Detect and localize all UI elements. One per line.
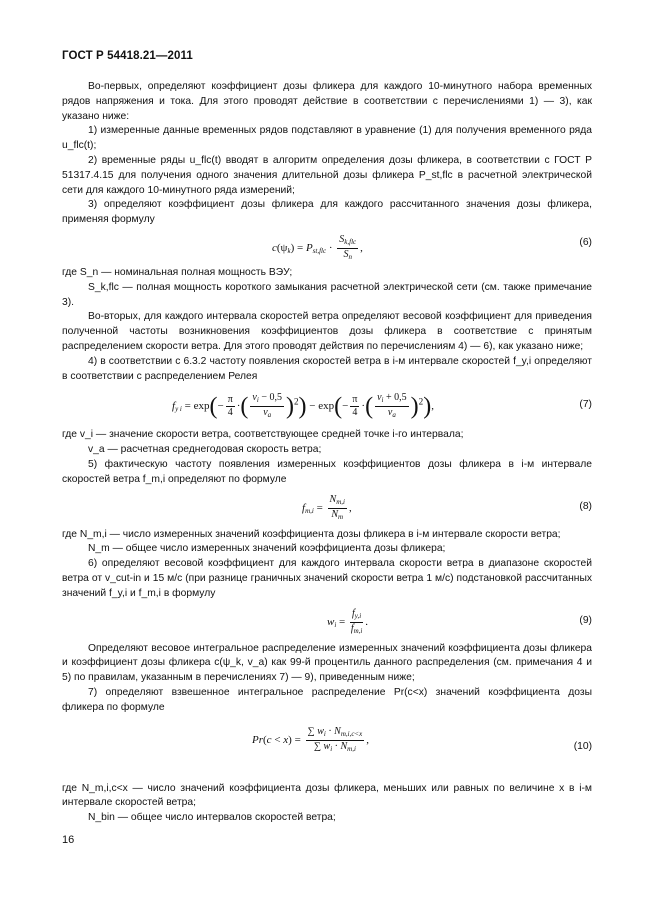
document-body [62, 80, 592, 826]
document-header: ГОСТ Р 54418.21—2011 [62, 50, 193, 62]
where-clause: v_a — расчетная среднегодовая скорость ветра; [88, 444, 322, 456]
paragraph: 6) определяют весовой коэффициент для каждого интервала скорости ветра в диапазоне скоростей ветра от v_cut-in и 15 м/с (при разнице граничных значений скорости ветра 1 м/с) подстановкой рассчитанных значений f_y,i и f_m,i в формулу [62, 558, 592, 599]
paragraph: 7) определяют взвешенное интегральное распределение Pr(c<x) значений коэффициента дозы фликера по формуле [62, 686, 592, 713]
where-clause: где N_m,i — число измеренных значений коэффициента дозы фликера в i-м интервале скорости ветра; [62, 528, 561, 540]
paragraph: 4) в соответствии с 6.3.2 частоту появления скоростей ветра в i-м интервале скоростей f_y,i определяют в соответствии с распределением Релея [62, 355, 592, 382]
where-clause: где S_n — номинальная полная мощность ВЭУ; [62, 266, 293, 278]
equation-number: (6) [579, 236, 592, 248]
paragraph: Определяют весовое интегральное распределение измеренных значений коэффициента дозы фликера и коэффициент дозы фликера c(ψ_k, v_a) как 99-й процентиль данного распределения (см. примечания 4 и 5) по правилам, указанным в перечислениях 7) — 9), приведенным ниже; [62, 642, 592, 684]
paragraph: Во-вторых, для каждого интервала скоростей ветра определяют весовой коэффициент для приведения полученной частоты возникновения коэффициентов дозы фликера в соответствие с принятым распределением скорости ветра. Для этого проводят действия по перечислениям 4) — 6), как указано ниже; [62, 311, 592, 352]
where-clause: N_bin — общее число интервалов скоростей ветра; [88, 812, 336, 824]
paragraph: 2) временные ряды u_flc(t) вводят в алгоритм определения дозы фликера, в соответствии с ГОСТ Р 51317.4.15 для получения одного значения длительной дозы фликера P_st,flc в расчетной электрической сети для каждого 10-минутного ряда измерений; [62, 154, 592, 196]
paragraph: 5) фактическую частоту появления измеренных коэффициентов дозы фликера в i-м интервале скоростей ветра f_m,i определяют по формуле [62, 458, 592, 485]
where-clause: где v_i — значение скорости ветра, соответствующее средней точке i-го интервала; [62, 429, 464, 441]
equation-6: $c(\psi_k) = P_{st,flc}$ · $\frac{S_{k,flc}}{S_n}$ , (6) [272, 233, 592, 261]
equation-number: (9) [579, 614, 592, 626]
paragraph: 1) измеренные данные временных рядов подставляют в уравнение (1) для получения временного ряда u_flc(t); [62, 125, 592, 152]
equation-7: $f_{y i} = \exp(-$ $\frac{\pi}{4}$ ·( $\frac{v_i - 0,5}{v_a}$ )$^2$) − exp(− $\frac{\pi}{4}$ ·( $\frac{v_i + 0,5}{v_a}$ )$^2$), (7) [172, 392, 592, 420]
where-clause: N_m — общее число измеренных значений коэффициента дозы фликера; [88, 543, 446, 555]
equation-number: (8) [579, 500, 592, 512]
where-clause: S_k,flc — полная мощность короткого замыкания расчетной электрической сети (см. также примечание 3). [62, 281, 592, 308]
paragraph: Во-первых, определяют коэффициент дозы фликера для каждого 10-минутного набора временных рядов напряжения и тока. Для этого проводят действие в соответствии с перечислениями 1) — 3), как указано ниже: [62, 81, 592, 122]
paragraph: 3) определяют коэффициент дозы фликера для каждого рассчитанного значения дозы фликера, применяя формулу [62, 199, 592, 226]
equation-number: (7) [579, 399, 592, 411]
page-number: 16 [62, 834, 75, 846]
where-clause: где N_m,i,c<x — число значений коэффициента дозы фликера, меньших или равных по величине x в i-м интервале скоростей ветра; [62, 782, 592, 809]
equation-number: (10) [573, 740, 592, 752]
equation-10: Pr(c < x) = $\frac{\sum w_i \cdot N_{m,i,c<x}}{\sum w_i \cdot N_{m,i}}$ , (10) [252, 725, 592, 753]
equation-8: $f_{m,i}$ = $\frac{N_{m,i}}{N_m}$ , (8) [302, 493, 592, 521]
equation-9: $w_i$ = $\frac{f_{y,i}}{f_{m,i}}$ . (9) [327, 607, 592, 635]
